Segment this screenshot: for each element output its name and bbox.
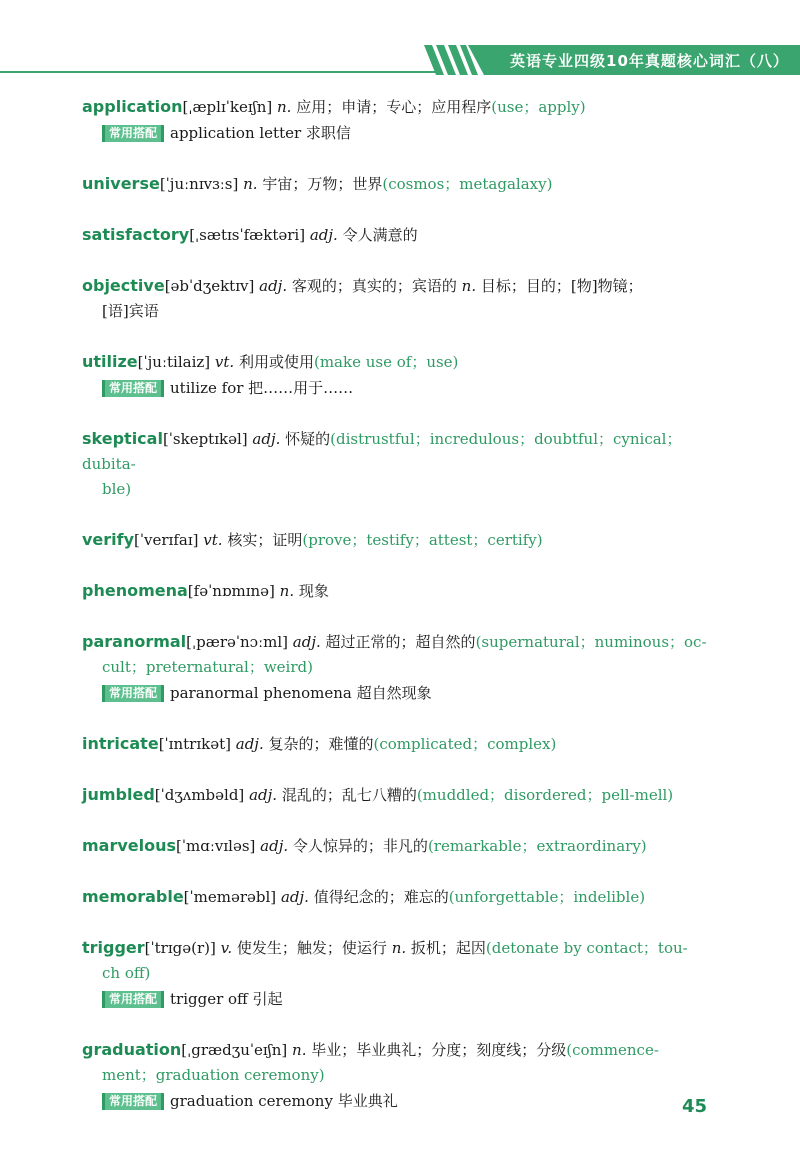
phonetic: [fəˈnɒmɪnə]	[187, 582, 275, 600]
definition: 超过正常的；超自然的	[325, 633, 476, 651]
phonetic: [ˌgrædʒuˈeɪʃn]	[181, 1041, 288, 1059]
headword: verify	[82, 530, 135, 549]
definition-continued: [语]宾语	[102, 302, 159, 320]
part-of-speech: adj.	[260, 837, 289, 855]
synonyms: (prove；testify；attest；certify)	[302, 531, 543, 549]
vocab-entry	[82, 578, 710, 604]
phonetic: [ˈmemərəbl]	[183, 888, 277, 906]
chapter-banner	[424, 45, 800, 75]
synonyms-continued: ment；graduation ceremony)	[102, 1066, 325, 1084]
phonetic: [ˌæplɪˈkeɪʃn]	[182, 98, 273, 116]
headword: marvelous	[82, 836, 177, 855]
definition: 值得纪念的；难忘的	[313, 888, 449, 906]
headword: phenomena	[82, 581, 188, 600]
headword: trigger	[82, 938, 145, 957]
definition: 令人惊异的；非凡的	[292, 837, 428, 855]
vocab-entry	[82, 884, 710, 910]
headword: intricate	[82, 734, 159, 753]
collocation-badge: 常用搭配	[102, 991, 164, 1008]
vocab-entry	[82, 782, 710, 808]
part-of-speech: adj.	[252, 430, 281, 448]
synonyms: (cosmos；metagalaxy)	[382, 175, 553, 193]
definition: 毕业；毕业典礼；分度；刻度线；分级	[311, 1041, 567, 1059]
synonyms: (supernatural；numinous；oc-	[475, 633, 707, 651]
part-of-speech-2: n.	[391, 939, 407, 957]
vocab-entry	[82, 629, 710, 706]
definition: 客观的；真实的；宾语的	[291, 277, 457, 295]
collocation-text: trigger off 引起	[170, 990, 283, 1008]
definition: 利用或使用	[238, 353, 314, 371]
vocabulary-list	[82, 94, 710, 1139]
collocation-text: utilize for 把……用于……	[170, 379, 354, 397]
vocab-entry	[82, 731, 710, 757]
phonetic: [ˈtrɪgə(r)]	[144, 939, 216, 957]
phonetic: [əbˈdʒektɪv]	[164, 277, 255, 295]
part-of-speech: adj.	[309, 226, 338, 244]
part-of-speech: n.	[243, 175, 258, 193]
synonyms: (make use of；use)	[313, 353, 459, 371]
definition: 使发生；触发；使运行	[236, 939, 387, 957]
part-of-speech-2: n.	[461, 277, 477, 295]
definition-2: 目标；目的；[物]物镜；	[480, 277, 643, 295]
vocab-entry	[82, 222, 710, 248]
part-of-speech: n.	[279, 582, 295, 600]
definition: 令人满意的	[342, 226, 418, 244]
phonetic: [ˌpærəˈnɔːml]	[186, 633, 289, 651]
synonyms: (use；apply)	[491, 98, 586, 116]
vocab-entry	[82, 935, 710, 1012]
definition: 核实；证明	[227, 531, 303, 549]
definition: 混乱的；乱七八糟的	[281, 786, 417, 804]
collocation	[82, 987, 710, 1012]
phonetic: [ˈverɪfaɪ]	[134, 531, 199, 549]
collocation-badge: 常用搭配	[102, 380, 164, 397]
vocab-entry	[82, 349, 710, 401]
vocab-entry	[82, 426, 710, 502]
collocation-text: graduation ceremony 毕业典礼	[170, 1092, 398, 1110]
definition-2: 扳机；起因	[410, 939, 486, 957]
synonyms: (muddled；disordered；pell-mell)	[416, 786, 674, 804]
collocation	[82, 1089, 710, 1114]
synonyms-continued: ble)	[102, 480, 132, 498]
headword: satisfactory	[82, 225, 190, 244]
collocation	[82, 681, 710, 706]
phonetic: [ˈɪntrɪkət]	[158, 735, 231, 753]
part-of-speech: vt.	[203, 531, 223, 549]
page-number: 45	[682, 1096, 708, 1117]
phonetic: [ˈdʒʌmbəld]	[154, 786, 245, 804]
collocation	[82, 121, 710, 146]
synonyms: (detonate by contact；tou-	[485, 939, 688, 957]
definition: 怀疑的	[285, 430, 331, 448]
headword: objective	[82, 276, 165, 295]
part-of-speech: adj.	[235, 735, 264, 753]
vocab-entry	[82, 171, 710, 197]
definition: 应用；申请；专心；应用程序	[296, 98, 492, 116]
definition: 复杂的；难懂的	[268, 735, 374, 753]
collocation-badge: 常用搭配	[102, 685, 164, 702]
synonyms-continued: ch off)	[102, 964, 151, 982]
vocab-entry	[82, 527, 710, 553]
vocab-entry	[82, 1037, 710, 1114]
synonyms: (remarkable；extraordinary)	[427, 837, 647, 855]
collocation-badge: 常用搭配	[102, 1093, 164, 1110]
collocation	[82, 376, 710, 401]
headword: utilize	[82, 352, 138, 371]
vocab-entry	[82, 833, 710, 859]
phonetic: [ˈjuːtilaiz]	[137, 353, 211, 371]
header-rule	[0, 71, 440, 73]
synonyms: (unforgettable；indelible)	[448, 888, 646, 906]
part-of-speech: n.	[292, 1041, 307, 1059]
headword: jumbled	[82, 785, 155, 804]
part-of-speech: vt.	[214, 353, 235, 371]
phonetic: [ˈskeptɪkəl]	[162, 430, 248, 448]
collocation-text: paranormal phenomena 超自然现象	[170, 684, 432, 702]
part-of-speech: adj.	[259, 277, 288, 295]
collocation-badge: 常用搭配	[102, 125, 164, 142]
synonyms-continued: cult；preternatural；weird)	[102, 658, 313, 676]
phonetic: [ˈjuːnɪvɜːs]	[159, 175, 239, 193]
headword: skeptical	[82, 429, 163, 448]
part-of-speech: adj.	[249, 786, 278, 804]
synonyms: (complicated；complex)	[373, 735, 557, 753]
part-of-speech: n.	[277, 98, 292, 116]
part-of-speech: v.	[220, 939, 233, 957]
definition: 宇宙；万物；世界	[262, 175, 383, 193]
phonetic: [ˌsætɪsˈfæktəri]	[189, 226, 306, 244]
headword: paranormal	[82, 632, 187, 651]
synonyms: (commence-	[566, 1041, 659, 1059]
vocab-entry	[82, 94, 710, 146]
headword: universe	[82, 174, 160, 193]
headword: graduation	[82, 1040, 182, 1059]
vocab-entry	[82, 273, 710, 324]
headword: application	[82, 97, 183, 116]
collocation-text: application letter 求职信	[170, 124, 351, 142]
chapter-title: 英语专业四级10年真题核心词汇（八）	[510, 52, 789, 70]
definition: 现象	[298, 582, 329, 600]
headword: memorable	[82, 887, 184, 906]
part-of-speech: adj.	[292, 633, 321, 651]
part-of-speech: adj.	[280, 888, 309, 906]
phonetic: [ˈmɑːvɪləs]	[176, 837, 256, 855]
synonyms: (distrustful；incredulous；doubtful；cynical；dubita-	[82, 430, 682, 473]
